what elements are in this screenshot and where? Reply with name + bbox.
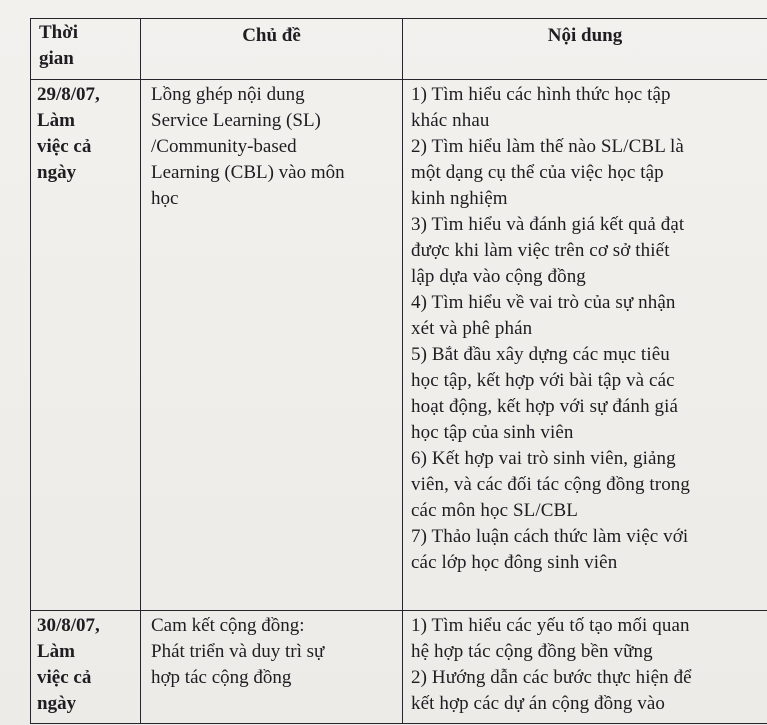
time-line: 30/8/07, [37,615,100,636]
header-content: Nội dung [403,19,767,80]
header-time [31,19,141,80]
time-line: Làm [37,641,75,662]
time-line: việc cả [37,667,92,688]
content-line: 2) Hướng dẫn các bước thực hiện để [411,667,692,688]
time-cell [31,611,141,724]
header-time-line: gian [39,48,74,69]
content-line: xét và phê phán [411,318,533,339]
header-topic: Chủ đề [141,19,403,80]
content-line: 5) Bắt đầu xây dựng các mục tiêu [411,344,670,365]
content-cell [403,80,767,611]
content-line: các lớp học đông sinh viên [411,552,618,573]
content-line: lập dựa vào cộng đồng [411,266,586,287]
table-row [31,611,767,724]
topic-cell [141,80,403,611]
schedule-table [30,18,767,724]
topic-line: /Community-based [151,136,297,157]
content-line: hệ hợp tác cộng đồng bền vững [411,641,653,662]
content-line: học tập, kết hợp với bài tập và các [411,370,675,391]
content-cell [403,611,767,724]
content-line: được khi làm việc trên cơ sở thiết [411,240,670,261]
content-line: khác nhau [411,110,490,131]
topic-cell [141,611,403,724]
content-line: hoạt động, kết hợp với sự đánh giá [411,396,679,417]
content-line: viên, và các đối tác cộng đồng trong [411,474,691,495]
time-line: 29/8/07, [37,84,100,105]
content-line: 6) Kết hợp vai trò sinh viên, giảng [411,448,676,469]
content-line: các môn học SL/CBL [411,500,578,521]
header-time-line: Thời [39,22,79,43]
content-line: 1) Tìm hiểu các yếu tố tạo mối quan [411,615,690,636]
content-line: 4) Tìm hiểu về vai trò của sự nhận [411,292,676,313]
topic-line: Phát triển và duy trì sự [151,641,325,662]
header-row [31,19,767,80]
topic-line: Cam kết cộng đồng: [151,615,305,636]
time-line: ngày [37,693,77,714]
time-cell [31,80,141,611]
table-row [31,80,767,611]
topic-line: Learning (CBL) vào môn [151,162,345,183]
topic-line: Service Learning (SL) [151,110,321,131]
content-line: kinh nghiệm [411,188,508,209]
content-line: một dạng cụ thể của việc học tập [411,162,664,183]
time-line: việc cả [37,136,92,157]
content-line: 1) Tìm hiểu các hình thức học tập [411,84,671,105]
topic-line: Lồng ghép nội dung [151,84,305,105]
time-line: Làm [37,110,75,131]
topic-line: hợp tác cộng đồng [151,667,292,688]
time-line: ngày [37,162,77,183]
content-line: 3) Tìm hiểu và đánh giá kết quả đạt [411,214,685,235]
topic-line: học [151,188,179,209]
content-line: học tập của sinh viên [411,422,574,443]
content-line: kết hợp các dự án cộng đồng vào [411,693,666,714]
content-line: 7) Thảo luận cách thức làm việc với [411,526,689,547]
content-line: 2) Tìm hiểu làm thế nào SL/CBL là [411,136,684,157]
